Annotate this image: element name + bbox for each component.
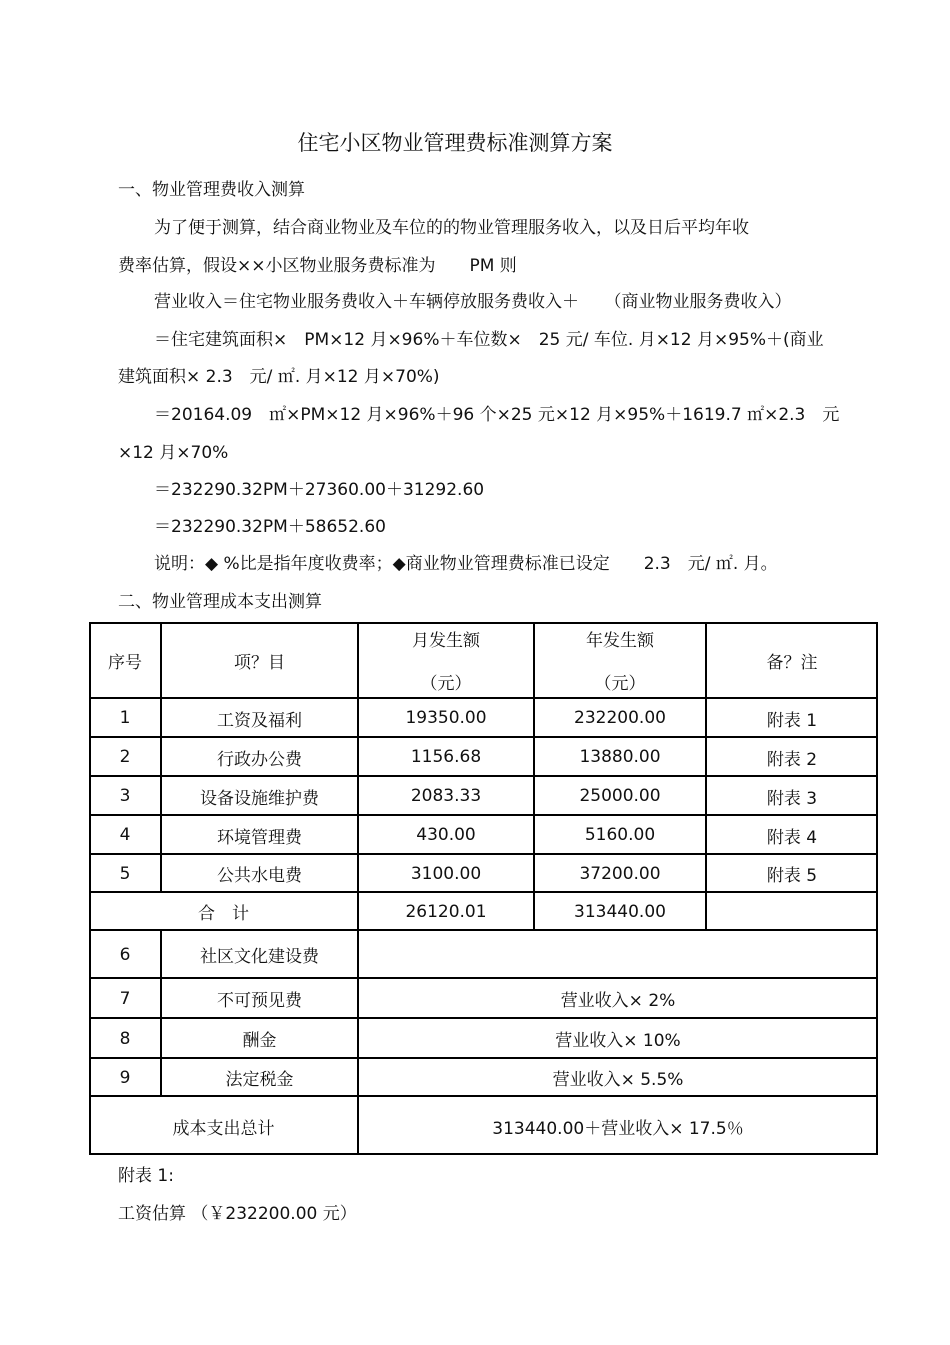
header-note: 备？注 — [766, 652, 818, 673]
section1-line: 建筑面积× 2.3 元/ ㎡. 月×12 月×70%) — [118, 367, 440, 387]
header-annual-label: 年发生额 — [586, 631, 654, 651]
table-cell-annual: 5160.00 — [584, 825, 656, 845]
section1-note: 说明：◆ %比是指年度收费率；◆商业物业管理费标准已设定 2.3 元/ ㎡. 月。 — [154, 554, 778, 574]
table-cell-note: 附表 3 — [766, 788, 818, 809]
table-cell-no: 8 — [119, 1028, 131, 1049]
table-cell-formula — [358, 931, 878, 978]
header-monthly-unit: （元） — [420, 674, 472, 694]
table-cell-monthly: 430.00 — [416, 825, 476, 845]
subtotal-label: 合 计 — [198, 904, 249, 924]
table-cell-monthly: 1156.68 — [410, 747, 482, 767]
table-cell-monthly: 2083.33 — [410, 786, 482, 806]
table-cell-item: 公共水电费 — [217, 866, 302, 886]
header-item: 项？目 — [234, 652, 285, 673]
table-cell-no: 5 — [119, 863, 131, 884]
table-cell-annual: 37200.00 — [579, 863, 661, 884]
table-cell-item: 环境管理费 — [217, 827, 302, 848]
table-cell-annual: 25000.00 — [579, 786, 661, 806]
table-cell-monthly: 3100.00 — [410, 863, 482, 884]
table-cell-note: 附表 4 — [766, 827, 818, 848]
section1-line: ＝232290.32PM＋27360.00＋31292.60 — [154, 480, 485, 500]
total-value: 313440.00＋营业收入× 17.5％ — [492, 1118, 744, 1139]
table-cell-no: 7 — [119, 988, 131, 1009]
table-cell-no: 4 — [119, 825, 131, 845]
section1-line: ＝232290.32PM＋58652.60 — [154, 517, 386, 537]
section2-heading: 二、物业管理成本支出测算 — [118, 592, 322, 612]
table-cell-no: 6 — [119, 944, 131, 965]
section1-line: 为了便于测算，结合商业物业及车位的的物业管理服务收入，以及日后平均年收 — [154, 218, 749, 238]
table-cell-item: 社区文化建设费 — [200, 947, 319, 967]
table-cell-note: 附表 1 — [766, 710, 818, 731]
section1-heading: 一、物业管理费收入测算 — [118, 180, 305, 200]
table-cell-no: 2 — [119, 747, 131, 767]
section1-line: ＝20164.09 ㎡×PM×12 月×96%＋96 个×25 元×12 月×95%＋1619.7 ㎡×2.3 元 — [154, 405, 840, 425]
table-cell-item: 法定税金 — [225, 1070, 294, 1090]
table-cell-item: 酬金 — [242, 1031, 277, 1051]
header-annual — [534, 622, 706, 698]
table-cell-item: 设备设施维护费 — [200, 788, 319, 809]
table-cell-formula: 营业收入× 10% — [555, 1031, 681, 1051]
table-cell-no: 3 — [119, 786, 131, 806]
total-label: 成本支出总计 — [172, 1118, 275, 1139]
table-cell-annual: 13880.00 — [579, 747, 661, 767]
section1-line: 营业收入＝住宅物业服务费收入＋车辆停放服务费收入＋ （商业物业服务费收入） — [154, 292, 792, 312]
table-cell-formula: 营业收入× 5.5% — [552, 1070, 684, 1090]
section1-line: ×12 月×70% — [118, 443, 229, 463]
table-cell-note: 附表 2 — [766, 749, 818, 770]
table-cell-monthly: 19350.00 — [405, 708, 487, 728]
header-monthly — [358, 622, 534, 698]
section1-line: 费率估算，假设××小区物业服务费标准为 PM 则 — [118, 256, 517, 276]
table-cell-item: 工资及福利 — [217, 710, 302, 731]
table-cell-formula: 营业收入× 2% — [560, 991, 676, 1011]
table-cell-item: 不可预见费 — [217, 991, 302, 1011]
section1-line: ＝住宅建筑面积× PM×12 月×96%＋车位数× 25 元/ 车位. 月×12 月×95%＋(商业 — [154, 330, 824, 350]
subtotal-annual: 313440.00 — [574, 901, 666, 922]
appendix-label: 附表 1: — [118, 1166, 174, 1186]
appendix-line: 工资估算 （￥232200.00 元） — [118, 1204, 357, 1224]
header-monthly-label: 月发生额 — [412, 631, 480, 651]
table-cell-note: 附表 5 — [766, 866, 818, 886]
header-no: 序号 — [108, 652, 142, 673]
header-annual-unit: （元） — [594, 674, 646, 694]
table-cell-no: 9 — [119, 1067, 131, 1088]
subtotal-monthly: 26120.01 — [405, 901, 487, 922]
table-cell-no: 1 — [119, 708, 131, 728]
page-title: 住宅小区物业管理费标准测算方案 — [297, 131, 613, 155]
table-cell-annual: 232200.00 — [574, 708, 666, 728]
table-cell-item: 行政办公费 — [217, 749, 302, 770]
